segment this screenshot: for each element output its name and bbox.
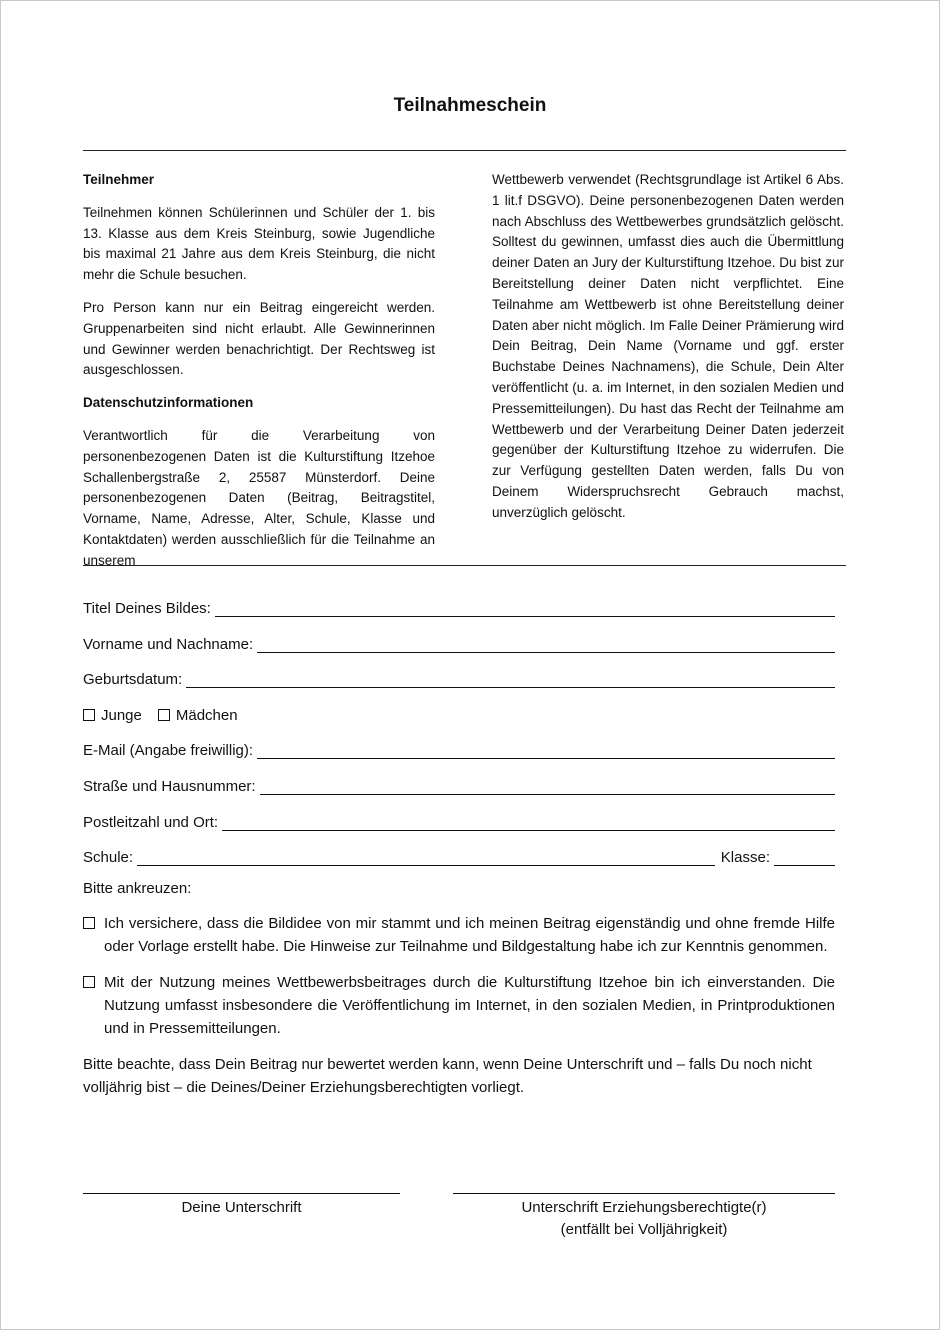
guardian-signature-label: Unterschrift Erziehungsberechtigte(r) (521, 1199, 767, 1216)
own-signature-block (83, 1193, 400, 1219)
class-label: Klasse: (720, 849, 770, 867)
birthdate-label: Geburtsdatum: (83, 671, 183, 689)
school-label: Schule: (83, 849, 134, 867)
participants-heading: Teilnehmer (83, 172, 155, 187)
originality-statement (83, 912, 835, 959)
guardian-signature-line[interactable] (453, 1193, 835, 1194)
own-signature-line[interactable] (83, 1193, 400, 1194)
school-field[interactable] (137, 847, 715, 866)
street-label: Straße und Hausnummer: (83, 777, 256, 795)
picture-title-row (83, 592, 835, 617)
gender-option-boy[interactable] (83, 707, 142, 724)
usage-consent-statement (83, 971, 835, 1041)
participants-paragraph: Teilnehmen können Schülerinnen und Schüler der 1. bis 13. Klasse aus dem Kreis Steinburg, sowie Jugendliche bis maximal 21 Jahre aus dem Kreis Steinburg, die nicht mehr die Schule besuchen. (83, 204, 435, 283)
boy-label: Junge (101, 706, 142, 724)
girl-label: Mädchen (175, 706, 238, 724)
city-label: Postleitzahl und Ort: (83, 813, 219, 831)
street-row (83, 770, 835, 795)
girl-checkbox[interactable] (158, 709, 170, 721)
email-field[interactable] (257, 740, 835, 759)
full-name-field[interactable] (257, 634, 835, 653)
full-name-label: Vorname und Nachname: (83, 635, 254, 653)
gender-option-girl[interactable] (158, 707, 238, 724)
originality-text: Ich versichere, dass die Bildidee von mir stammt und ich meinen Beitrag eigenständig und ohne fremde Hilfe oder Vorlage erstellt habe. Die Hinweise zur Teilnahme und Bildgestaltung habe ich zur Kenntnis genommen. (104, 915, 835, 956)
right-column (492, 170, 844, 524)
picture-title-field[interactable] (215, 598, 835, 617)
birthdate-field[interactable] (186, 669, 835, 688)
full-name-row (83, 628, 835, 653)
class-field[interactable] (774, 847, 835, 866)
city-row (83, 806, 835, 831)
privacy-heading: Datenschutzinformationen (83, 395, 254, 411)
middle-divider (83, 565, 846, 566)
usage-consent-checkbox[interactable] (83, 976, 95, 988)
tick-prompt: Bitte ankreuzen: (83, 879, 192, 897)
birthdate-row (83, 663, 835, 688)
document-title: Teilnahmeschein (393, 95, 547, 116)
city-field[interactable] (222, 812, 835, 831)
rules-paragraph: Pro Person kann nur ein Beitrag eingereicht werden. Gruppenarbeiten sind nicht erlaubt. Alle Gewinnerinnen und Gewinner werden benachrichtigt. Der Rechtsweg ist ausgeschlossen. (83, 299, 435, 378)
registration-form (83, 592, 835, 1099)
privacy-paragraph-start: Verantwortlich für die Verarbeitung von personenbezogenen Daten ist die Kulturstiftung Itzehoe Schallenbergstraße 2, 25587 Münsterdorf. Deine personenbezogenen Daten (Beitrag, Beitragstitel, Vorname, Name, Adresse, Alter, Schule, Klasse und Kontaktdaten) werden ausschließlich für die Teilnahme an unserem (83, 427, 435, 568)
street-field[interactable] (260, 776, 835, 795)
picture-title-label: Titel Deines Bildes: (83, 600, 211, 617)
email-label: E-Mail (Angabe freiwillig): (83, 742, 254, 760)
privacy-paragraph-continued: Wettbewerb verwendet (Rechtsgrundlage ist Artikel 6 Abs. 1 lit.f DSGVO). Deine personenbezogenen Daten werden nach Abschluss des Wettbewerbes grundsätzlich gelöscht. Solltest du gewinnen, umfasst dies auch die Übermittlung deiner Daten an Jury der Kulturstiftung Itzehoe. Du bist zur Bereitstellung deiner Daten nicht verpflichtet. Eine Teilnahme am Wettbewerb ist ohne Bereitstellung deiner Daten aber nicht möglich. Im Falle Deiner Prämierung wird Dein Beitrag, Dein Name (Vorname und ggf. erster Buchstabe Deines Nachnamens), die Schule, Dein Alter veröffentlicht (u. a. im Internet, in den sozialen Medien und Pressemitteilungen). Du hast das Recht der Teilnahme am Wettbewerb und der Verarbeitung Deiner Daten jederzeit gegenüber der Kulturstiftung Itzehoe zu widerrufen. Die zur Verfügung gestellten Daten werden, falls Du von Deinem Widerspruchsrecht Gebrauch machst, unverzüglich gelöscht. (492, 172, 844, 520)
guardian-signature-block (453, 1193, 835, 1241)
school-row (83, 841, 835, 866)
left-column (83, 170, 435, 584)
top-divider (83, 150, 846, 151)
guardian-signature-note: (entfällt bei Volljährigkeit) (560, 1221, 728, 1238)
gender-row (83, 699, 835, 724)
own-signature-label: Deine Unterschrift (181, 1199, 302, 1216)
boy-checkbox[interactable] (83, 709, 95, 721)
usage-consent-text: Mit der Nutzung meines Wettbewerbsbeitrages durch die Kulturstiftung Itzehoe bin ich einverstanden. Die Nutzung umfasst insbesondere die Veröffentlichung im Internet, in den sozialen Medien, in Printproduktionen und in Pressemitteilungen. (104, 973, 835, 1038)
email-row (83, 734, 835, 759)
signature-notice: Bitte beachte, dass Dein Beitrag nur bewertet werden kann, wenn Deine Unterschrift und – falls Du noch nicht volljährig bist – die Deines/Deiner Erziehungsberechtigten vorliegt. (83, 1055, 812, 1096)
originality-checkbox[interactable] (83, 917, 95, 929)
